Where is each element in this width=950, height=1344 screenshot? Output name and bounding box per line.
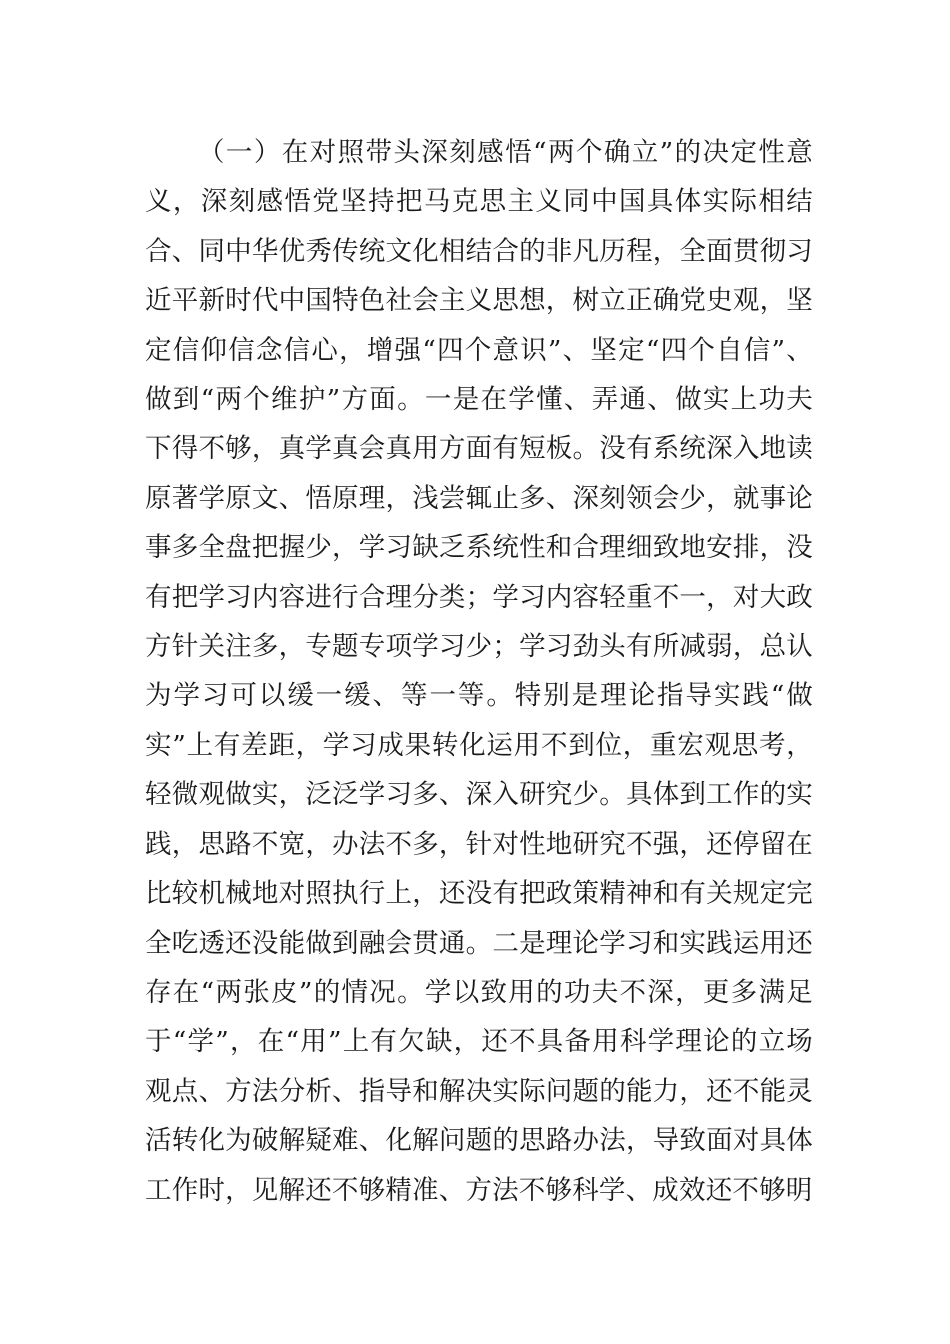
body-paragraph: （一）在对照带头深刻感悟“两个确立”的决定性意义，深刻感悟党坚持把马克思主义同中国具体实际相结合、同中华优秀传统文化相结合的非凡历程，全面贯彻习近平新时代中国特色社会主义思想，树立正确党史观，坚定信仰信念信心，增强“四个意识”、坚定“四个自信”、做到“两个维护”方面。一是在学懂、弄通、做实上功夫下得不够，真学真会真用方面有短板。没有系统深入地读原著学原文、悟原理，浅尝辄止多、深刻领会少，就事论事多全盘把握少，学习缺乏系统性和合理细致地安排，没有把学习内容进行合理分类；学习内容轻重不一，对大政方针关注多，专题专项学习少；学习劲头有所减弱，总认为学习可以缓一缓、等一等。特别是理论指导实践“做实”上有差距，学习成果转化运用不到位，重宏观思考，轻微观做实，泛泛学习多、深入研究少。具体到工作的实践，思路不宽，办法不多，针对性地研究不强，还停留在比较机械地对照执行上，还没有把政策精神和有关规定完全吃透还没能做到融会贯通。二是理论学习和实践运用还存在“两张皮”的情况。学以致用的功夫不深，更多满足于“学”，在“用”上有欠缺，还不具备用科学理论的立场观点、方法分析、指导和解决实际问题的能力，还不能灵活转化为破解疑难、化解问题的思路办法，导致面对具体工作时，见解还不够精准、方法不够科学、成效还不够明 xyxy=(145,137,813,1206)
